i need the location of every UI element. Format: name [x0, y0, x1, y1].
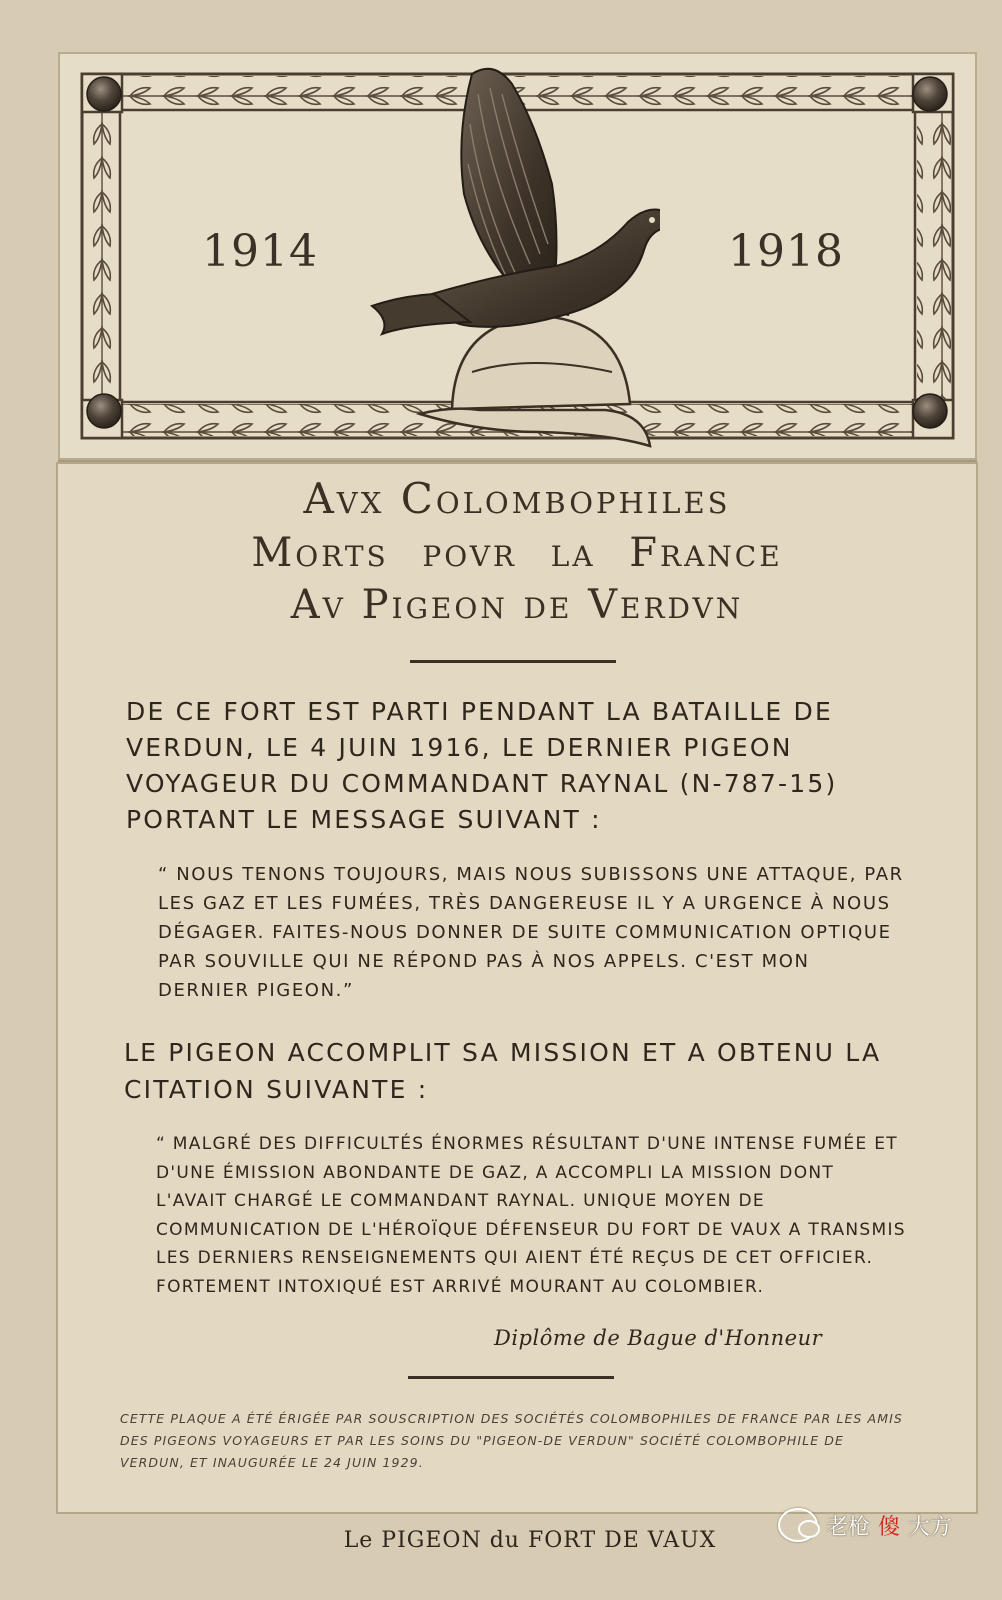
divider-rule-bottom	[408, 1376, 614, 1379]
dove-on-helmet-icon	[360, 54, 660, 458]
dedication-footnote: CETTE PLAQUE A ÉTÉ ÉRIGÉE PAR SOUSCRIPTION DES SOCIÉTÉS COLOMBOPHILES DE FRANCE PAR LES AMIS DES PIGEONS VOYAGEURS ET PAR LES SOINS DU "PIGEON-DE VERDUN" SOCIÉTÉ COLOMBOPHILE DE VERDUN, ET INAUGURÉE LE 24 JUIN 1929.	[120, 1411, 903, 1470]
watermark-text-c: 大方	[908, 1514, 953, 1540]
citation-quote: “ MALGRÉ DES DIFFICULTÉS ÉNORMES RÉSULTANT D'UNE INTENSE FUMÉE ET D'UNE ÉMISSION ABONDANTE DE GAZ, A ACCOMPLI LA MISSION DONT L'AVAIT CHARGÉ LE COMMANDANT RAYNAL. UNIQUE MOYEN DE COMMUNICATION DE L'HÉROÏQUE DÉFENSEUR DU FORT DE VAUX A TRANSMIS LES DERNIERS RENSEIGNEMENTS QUI AIENT ÉTÉ REÇUS DE CET OFFICIER. FORTEMENT INTOXIQUÉ EST ARRIVÉ MOURANT AU COLOMBIER.	[156, 1134, 906, 1297]
inscription-plaque	[56, 462, 978, 1514]
watermark	[778, 1508, 952, 1542]
postcard-caption: Le PIGEON du FORT DE VAUX	[343, 1528, 717, 1553]
dedication-line-3: Av Pigeon de Verdvn	[290, 582, 744, 628]
citation-intro-paragraph: LE PIGEON ACCOMPLIT SA MISSION ET A OBTENU LA CITATION SUIVANTE :	[124, 1038, 882, 1104]
top-plaque-panel	[58, 52, 977, 460]
pigeon-message-quote: “ NOUS TENONS TOUJOURS, MAIS NOUS SUBISSONS UNE ATTAQUE, PAR LES GAZ ET LES FUMÉES, TRÈS DANGEREUSE IL Y A URGENCE À NOUS DÉGAGER. FAITES-NOUS DONNER DE SUITE COMMUNICATION OPTIQUE PAR SOUVILLE QUI NE RÉPOND PAS À NOS APPELS. C'EST MON DERNIER PIGEON.”	[158, 864, 904, 1001]
narrative-paragraph: DE CE FORT EST PARTI PENDANT LA BATAILLE DE VERDUN, LE 4 JUIN 1916, LE DERNIER PIGEON VOYAGEUR DU COMMANDANT RAYNAL (N-787-15) PORTANT LE MESSAGE SUIVANT :	[126, 697, 838, 834]
year-start: 1914	[202, 226, 318, 277]
year-end: 1918	[728, 226, 844, 277]
divider-rule	[410, 660, 616, 663]
dedication-line-1: Avx Colombophiles	[303, 474, 731, 523]
diploma-signature: Diplôme de Bague d'Honneur	[494, 1326, 823, 1350]
dedication-line-2: Morts povr la France	[251, 530, 783, 576]
wechat-icon	[778, 1508, 818, 1542]
watermark-text-a: 老枪	[826, 1514, 871, 1540]
watermark-text-b: 傻	[878, 1514, 901, 1540]
